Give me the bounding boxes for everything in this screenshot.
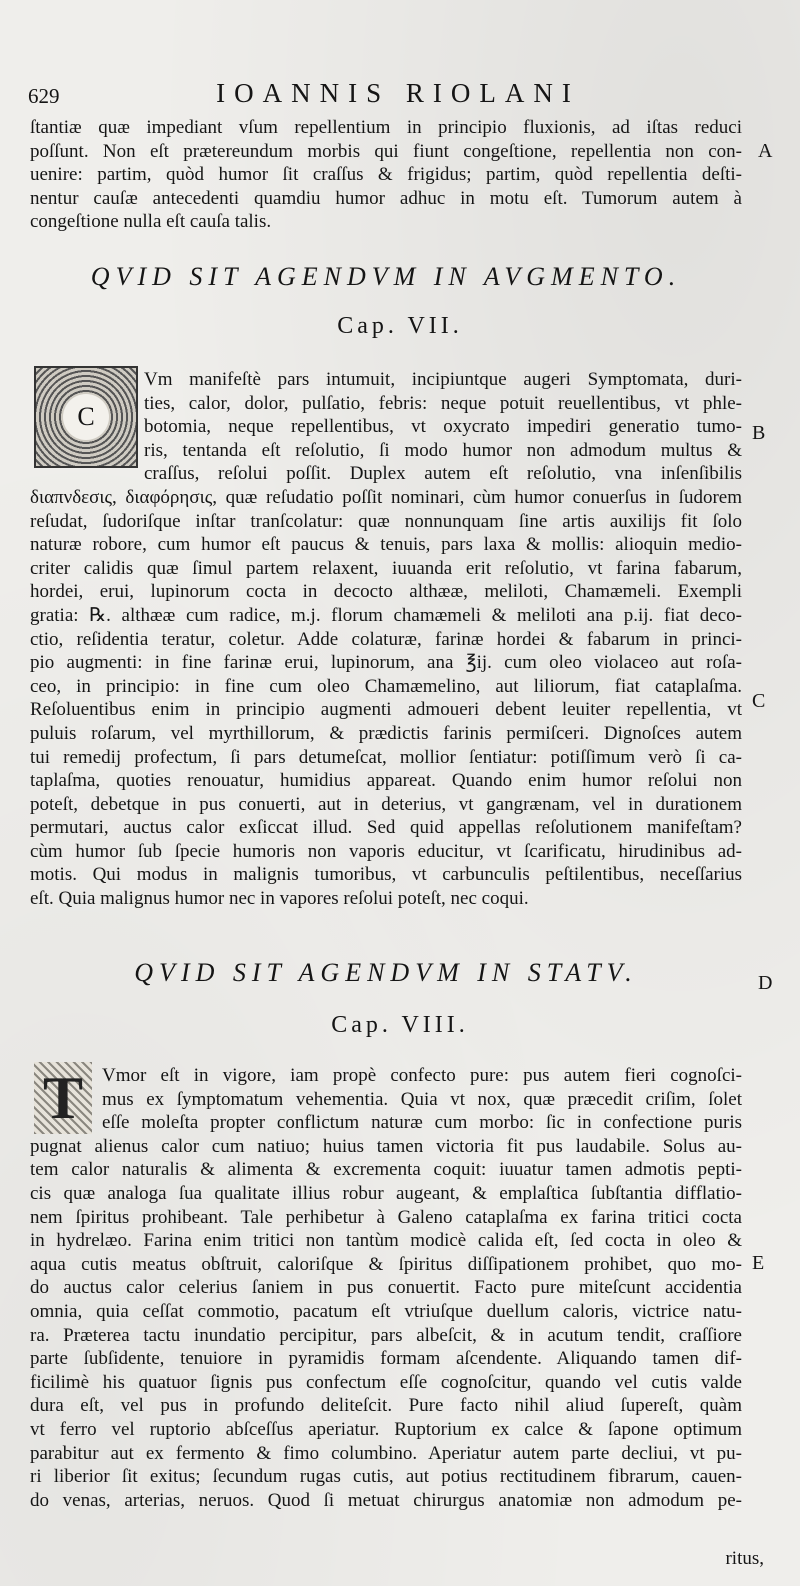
text-line: nem ſpiritus prohibeant. Tale perhibetur à Galeno cataplaſma ex farina tritici cocta: [30, 1206, 742, 1228]
text-line: parabitur aut ex fermento & fimo columbino. Aperiatur autem parte decliui, vt pu-: [30, 1442, 742, 1464]
text-line: parte ſubſidente, tenuiore in pyramidis formam aſcendente. Aliquando tamen dif-: [30, 1348, 742, 1370]
text-line: eſſe moleſta propter conflictum naturæ cum morbo: ſic in confectione puris: [102, 1112, 742, 1134]
text-line: poſſunt. Non eſt prætereundum morbis qui fiunt congeſtione, repellentia non con-: [30, 140, 742, 162]
text-line: in hydrelæo. Farina enim tritici non tantùm modicè calida eſt, ſed cocta in oleo &: [30, 1230, 742, 1252]
text-line: craſſus, reſolui poſſit. Duplex autem eſt reſolutio, vna inſenſibilis: [144, 463, 742, 485]
text-line: omnia, quia ceſſat commotio, pacatum eſt vtriuſque duellum caloris, victrice natu-: [30, 1300, 742, 1322]
text-line: ra. Præterea tactu inundatio percipitur, pars albeſcit, & in acutum tendit, craſſiore: [30, 1324, 742, 1346]
chapter-heading-vii: Cap. VII.: [337, 313, 463, 339]
section-viii-body: [30, 1064, 742, 1512]
margin-letter-c: C: [752, 690, 766, 712]
text-line: Vmor eſt in vigore, iam propè confecto pure: pus autem fieri cognoſci-: [102, 1065, 742, 1086]
text-line: gratia: ℞. althææ cum radice, m.j. florum chamæmeli & meliloti ana p.ij. fiat deco-: [30, 604, 742, 626]
text-line: naturæ robore, cum humor eſt paucus & tenuis, pars laxa & mollis: alioquin medio-: [30, 534, 742, 556]
text-line: ties, calor, dolor, pulſatio, febris: neque potuit reuellentibus, vt phle-: [144, 392, 742, 414]
initial-letter: T: [42, 1064, 84, 1131]
text-line: reſudat, ſudoriſque inſtar tranſcolatur: quæ nonnunquam ſine artis auxilijs fit ſolo: [30, 510, 742, 532]
text-line: ficilimè his quatuor ſignis pus confectum eſſe cognoſcitur, quando vel cutis valde: [30, 1371, 742, 1393]
text-line: tem calor naturalis & alimenta & excrementa coquit: iuuatur tamen admotis pepti-: [30, 1159, 742, 1181]
text-line: hordei, erui, lupinorum cocta in decocto althææ, meliloti, Chamæmeli. Exempli: [30, 581, 742, 603]
text-line: διαπνδεσις, διαφόρησις, quæ reſudatio poſſit nominari, cùm humor conuerſus in ſudorem: [30, 486, 742, 508]
text-line: do auctus calor celerius ſaniem in pus conuertit. Facto pure miteſcunt accidentia: [30, 1277, 742, 1299]
text-line: Reſoluentibus enim in principio augmenti admoueri debent leuiter repellentia, vt: [30, 699, 742, 721]
text-line: ctio, reſidentia teratur, coletur. Adde colaturæ, farinæ hordei & fabarum in princi-: [30, 628, 742, 650]
text-line: eſt. Quia malignus humor nec in vapores reſolui poteſt, nec coqui.: [30, 888, 529, 910]
text-line: Vm manifeſtè pars intumuit, incipiuntque augeri Symptomata, duri-: [144, 369, 742, 390]
text-line: tui remedij profectum, ſi pars detumeſcat, mollior ſentiatur: potiſſimum verò ſi ca-: [30, 746, 742, 768]
text-line: uenire: partim, quòd humor ſit craſſus & frigidus; partim, quòd repellentia deſti-: [30, 164, 742, 186]
text-line: pugnat alienus calor cum natiuo; huius tamen victoria fit pus laudabile. Solus au-: [30, 1135, 742, 1157]
text-line: criter calidis quæ ſimul partem relaxent, iuuanda erit reſolutio, vt farina fabarum,: [30, 557, 742, 579]
page-number: 629: [28, 84, 60, 108]
section-vii-body: [30, 368, 742, 911]
text-line: pio augmenti: in fine farinæ erui, lupinorum, ana ℥ij. cum oleo violaceo aut roſa-: [30, 652, 742, 674]
text-line: vt ferro vel ruptorio abſceſſus aperiatur. Ruptorium ex calce & ſapone optimum: [30, 1418, 742, 1440]
text-line: cùm humor ſub ſpecie humoris non vaporis educitur, vt ſcarificatu, hirudinibus ad-: [30, 840, 742, 862]
text-line: nentur cauſæ antecedenti quamdiu humor adhuc in motu eſt. Tumorum autem à: [30, 187, 742, 209]
text-line: permutari, auctus calor exſiccat illud. Sed quid appellas reſolutionem manifeſtam?: [30, 817, 742, 839]
catchword: ritus,: [725, 1548, 764, 1569]
chapter-heading-viii: Cap. VIII.: [331, 1012, 469, 1038]
text-line: poteſt, debetque in pus conuerti, aut in deterius, vt gangrænam, vel in durationem: [30, 793, 742, 815]
text-line: puluis roſarum, vel myrthillorum, & prædictis farinis permiſceri. Dignoſces autem: [30, 722, 742, 744]
text-line: congeſtione nulla eſt cauſa talis.: [30, 211, 272, 233]
paragraph-continuation: [30, 116, 742, 234]
text-line: taplaſma, quoties renouatur, humidius appareat. Quando enim humor reſolui non: [30, 770, 742, 792]
text-line: mus ex ſymptomatum vehementia. Quia vt nox, quæ præcedit criſim, ſolet: [102, 1088, 742, 1110]
text-line: motis. Qui modus in malignis tumoribus, vt carbunculis peſtilentibus, neceſſarius: [30, 864, 742, 886]
text-line: botomia, neque repellentibus, vt oxycrato impediri generatio tumo-: [144, 416, 742, 438]
text-line: dura eſt, vel pus in profundo deliteſcit. Pure facto nihil aliud ſupereſt, quàm: [30, 1395, 742, 1417]
running-title: IOANNIS RIOLANI: [216, 78, 580, 108]
text-line: aqua cutis meatus obſtruit, caloriſque & ſpiritus diſſipationem prohibet, quo mo-: [30, 1253, 742, 1275]
text-line: ri liberior ſit exitus; ſecundum rugas cutis, aut potius rectitudinem fibrarum, cauen-: [30, 1466, 742, 1488]
margin-letter-e: E: [752, 1252, 765, 1274]
margin-letter-a: A: [758, 140, 773, 162]
section-title-statu: QVID SIT AGENDVM IN STATV.: [134, 958, 638, 987]
text-line: cis quæ analoga ſua qualitate illius robur augeant, & emplaſtica ſubſtantia difflatio-: [30, 1182, 742, 1204]
margin-letter-b: B: [752, 422, 766, 444]
margin-letter-d: D: [758, 972, 773, 994]
text-line: do venas, arterias, neruos. Quod ſi metuat chirurgus anatomiæ non admodum pe-: [30, 1489, 742, 1511]
page-header: [28, 78, 768, 114]
section-title-augmento: QVID SIT AGENDVM IN AVGMENTO.: [90, 262, 682, 291]
text-line: ſtantiæ quæ impediant vſum repellentium in principio fluxionis, ad iſtas reduci: [30, 117, 742, 138]
initial-letter: C: [63, 394, 109, 440]
text-line: ris, tentanda eſt reſolutio, ſi modo humor non admodum multus &: [144, 439, 742, 461]
text-line: ceo, in principio: in fine cum oleo Chamæmelino, aut liliorum, fiat cataplaſma.: [30, 675, 742, 697]
